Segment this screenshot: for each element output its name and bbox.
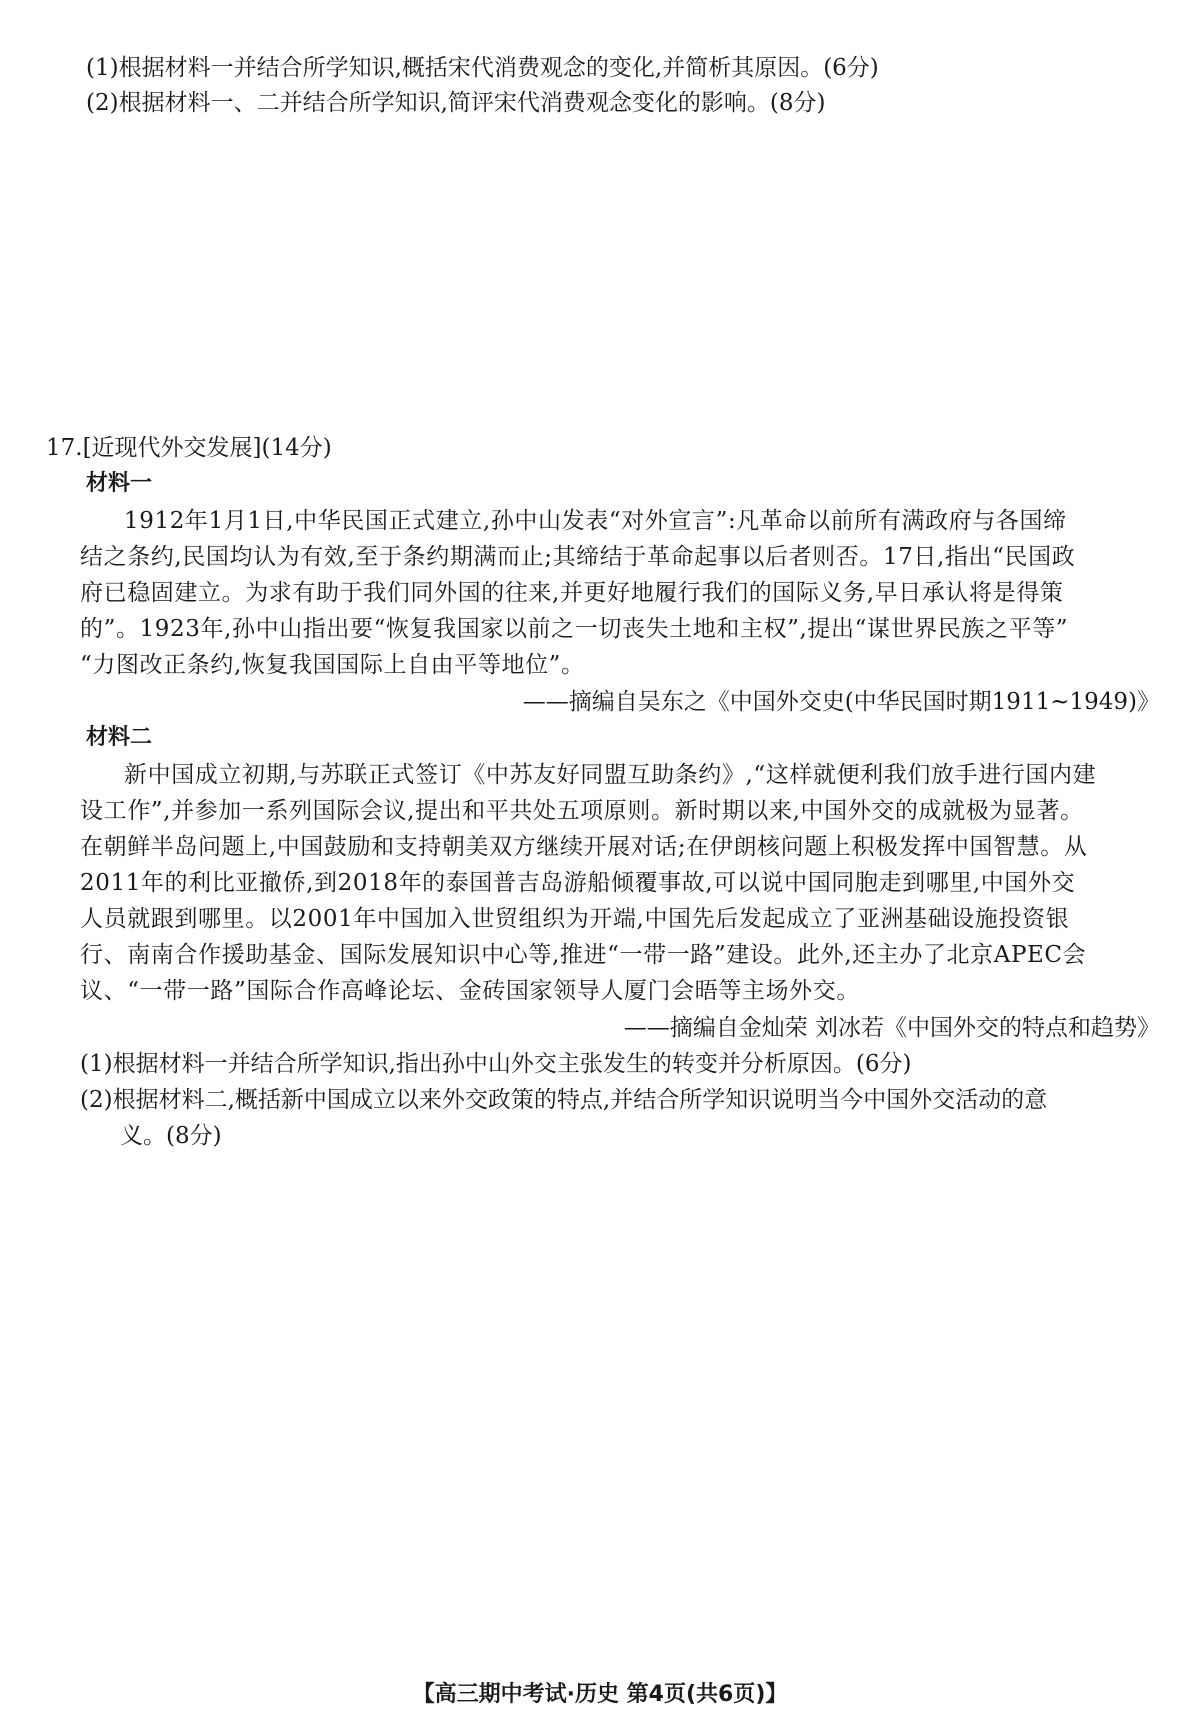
material-2-line: 议、“一带一路”国际合作高峰论坛、金砖国家领导人厦门会晤等主场外交。 <box>80 978 860 1004</box>
material-2-line: 新中国成立初期,与苏联正式签订《中苏友好同盟互助条约》,“这样就便利我们放手进行国内建 <box>124 762 1097 788</box>
material-2-line: 行、南南合作援助基金、国际发展知识中心等,推进“一带一路”建设。此外,还主办了北京APEC会 <box>80 942 1087 968</box>
question-16-2: (2)根据材料一、二并结合所学知识,简评宋代消费观念变化的影响。(8分) <box>86 90 826 116</box>
material-2-line: 人员就跟到哪里。以2001年中国加入世贸组织为开端,中国先后发起成立了亚洲基础设施投资银 <box>80 906 1070 932</box>
question-16-1: (1)根据材料一并结合所学知识,概括宋代消费观念的变化,并简析其原因。(6分) <box>86 55 879 81</box>
question-17-1: (1)根据材料一并结合所学知识,指出孙中山外交主张发生的转变并分析原因。(6分) <box>80 1051 912 1077</box>
material-2-line: 2011年的利比亚撤侨,到2018年的泰国普吉岛游船倾覆事故,可以说中国同胞走到哪里,中国外交 <box>80 870 1076 896</box>
material-1-heading: 材料一 <box>86 471 153 496</box>
page-footer: 【高三期中考试·历史 第4页(共6页)】 <box>412 1682 788 1707</box>
material-1-line: 府已稳固建立。为求有助于我们同外国的往来,并更好地履行我们的国际义务,早日承认将是得策 <box>80 580 1064 606</box>
material-1-source: ——摘编自吴东之《中国外交史(中华民国时期1911~1949)》 <box>522 689 1160 715</box>
material-1-line: 1912年1月1日,中华民国正式建立,孙中山发表“对外宣言”:凡革命以前所有满政府与各国缔 <box>124 508 1067 534</box>
material-1-line: 的”。1923年,孙中山指出要“恢复我国家以前之一切丧失土地和主权”,提出“谋世界民族之平等” <box>80 616 1069 642</box>
material-2-line: 在朝鲜半岛问题上,中国鼓励和支持朝美双方继续开展对话;在伊朗核问题上积极发挥中国智慧。从 <box>80 834 1088 860</box>
material-1-line: “力图改正条约,恢复我国国际上自由平等地位”。 <box>80 652 585 678</box>
material-2-heading: 材料二 <box>86 725 153 750</box>
material-1-line: 结之条约,民国均认为有效,至于条约期满而止;其缔结于革命起事以后者则否。17日,指出“民国政 <box>80 544 1076 570</box>
material-2-line: 设工作”,并参加一系列国际会议,提出和平共处五项原则。新时期以来,中国外交的成就极为显著。 <box>80 798 1084 824</box>
question-17-title: 17.[近现代外交发展](14分) <box>46 435 332 461</box>
material-2-source: ——摘编自金灿荣 刘冰若《中国外交的特点和趋势》 <box>623 1015 1160 1041</box>
question-17-2-cont: 义。(8分) <box>120 1123 222 1149</box>
question-17-2: (2)根据材料二,概括新中国成立以来外交政策的特点,并结合所学知识说明当今中国外交活动的意 <box>80 1087 1048 1113</box>
